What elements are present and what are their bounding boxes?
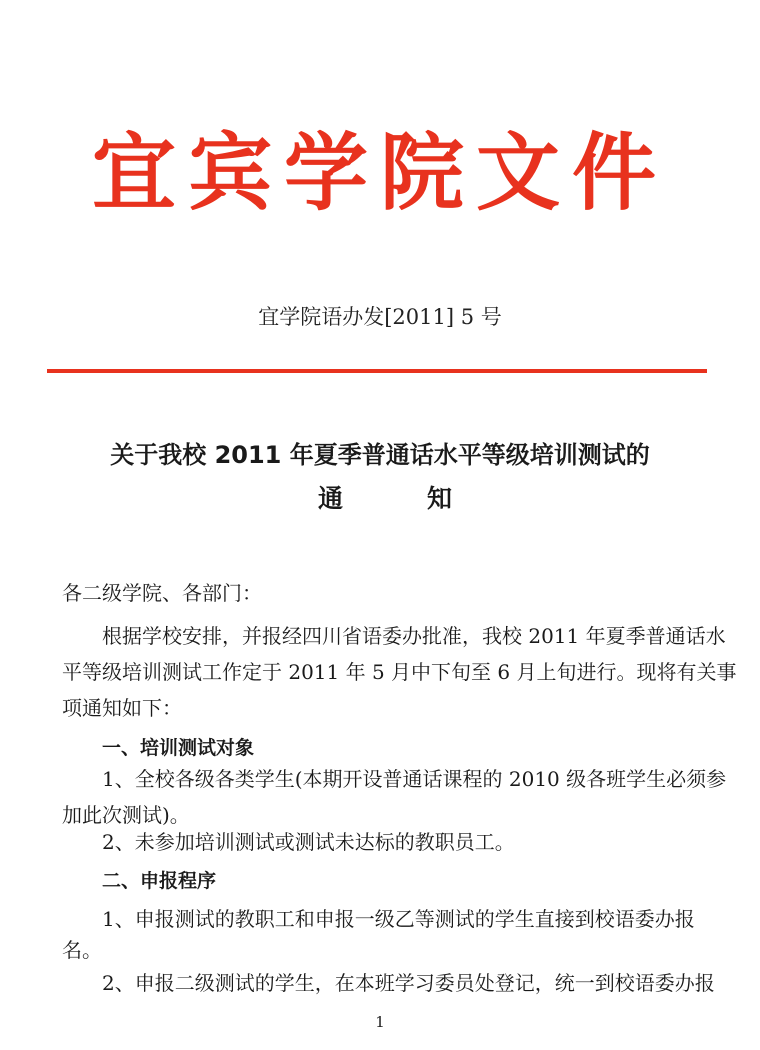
salutation: 各二级学院、各部门：	[62, 581, 262, 605]
section-item: 2、申报二级测试的学生，在本班学习委员处登记，统一到校语委办报	[102, 971, 715, 995]
section-item: 1、全校各级各类学生(本期开设普通话课程的 2010 级各班学生必须参	[102, 767, 727, 791]
red-divider-line	[47, 369, 707, 373]
section-item: 1、申报测试的教职工和申报一级乙等测试的学生直接到校语委办报	[102, 907, 695, 931]
document-header-title: 宜宾学院文件	[91, 123, 668, 222]
section-item: 2、未参加培训测试或测试未达标的教职员工。	[102, 830, 515, 854]
section-heading: 一、培训测试对象	[102, 737, 255, 759]
section-item: 名。	[62, 938, 102, 962]
intro-line: 项通知如下：	[62, 696, 182, 720]
section-item: 加此次测试)。	[62, 803, 190, 827]
section-heading: 二、申报程序	[102, 870, 217, 892]
intro-line: 平等级培训测试工作定于 2011 年 5 月中下旬至 6 月上旬进行。现将有关事	[62, 660, 737, 684]
page-number: 1	[375, 1013, 385, 1031]
notice-title: 关于我校 2011 年夏季普通话水平等级培训测试的	[110, 441, 650, 469]
notice-title-word-2: 知	[427, 484, 453, 513]
intro-line: 根据学校安排，并报经四川省语委办批准，我校 2011 年夏季普通话水	[102, 624, 726, 648]
document-number: 宜学院语办发[2011] 5 号	[258, 305, 502, 329]
notice-title-word-1: 通	[318, 484, 344, 513]
